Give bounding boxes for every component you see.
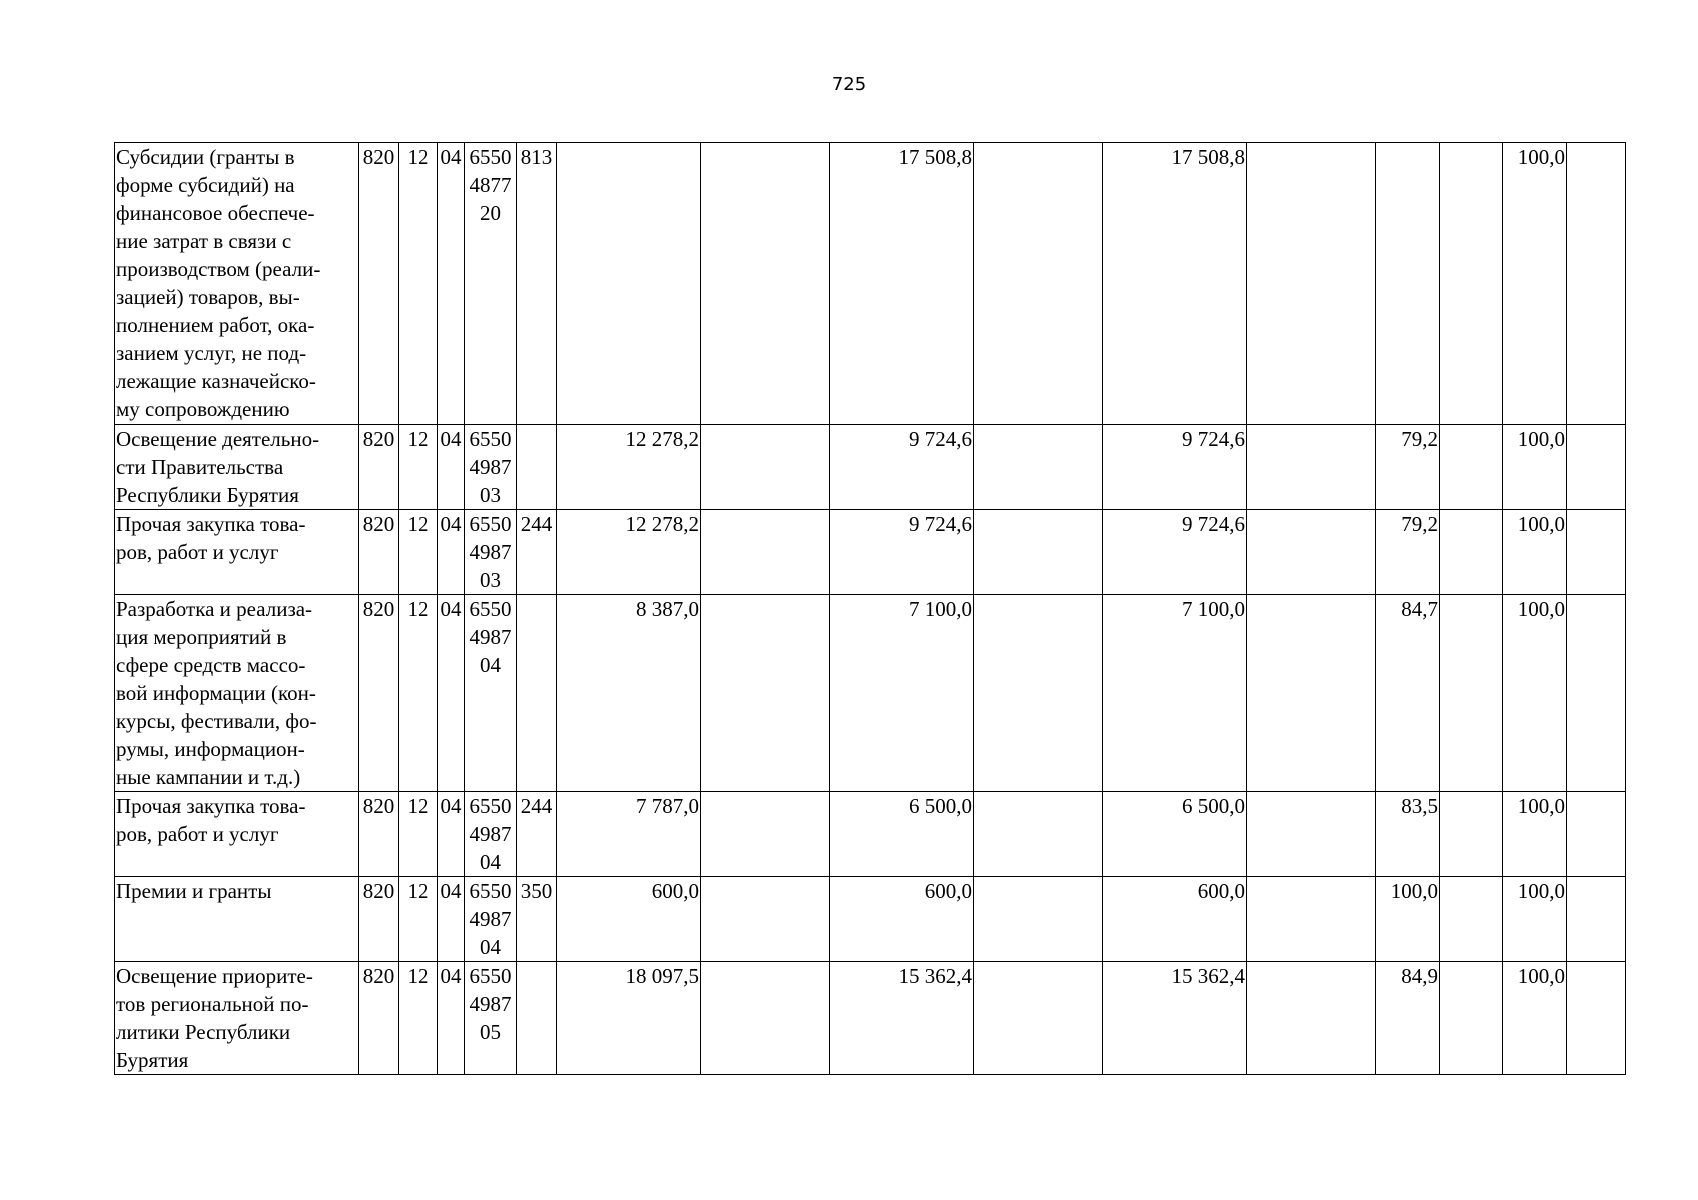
amount-cell: 12 278,2 (557, 510, 701, 595)
percent-cell: 100,0 (1503, 792, 1567, 877)
subsection-code-cell: 04 (438, 510, 465, 595)
table-row (115, 962, 1626, 1075)
ministry-code-cell: 820 (359, 792, 399, 877)
percent-cell (1440, 962, 1503, 1075)
item-name-cell: Прочая закупка това- ров, работ и услуг (115, 792, 359, 877)
amount-cell: 6 500,0 (1103, 792, 1247, 877)
amount-cell (1247, 143, 1376, 425)
subsection-code-cell: 04 (438, 595, 465, 792)
target-article-cell: 6550 4987 04 (465, 595, 517, 792)
amount-cell: 6 500,0 (830, 792, 974, 877)
percent-cell (1567, 143, 1626, 425)
expense-type-cell (517, 425, 557, 510)
amount-cell (974, 962, 1103, 1075)
target-article-cell: 6550 4987 04 (465, 792, 517, 877)
ministry-code-cell: 820 (359, 595, 399, 792)
amount-cell: 18 097,5 (557, 962, 701, 1075)
amount-cell (974, 595, 1103, 792)
amount-cell (1247, 792, 1376, 877)
percent-cell (1440, 143, 1503, 425)
target-article-cell: 6550 4987 05 (465, 962, 517, 1075)
percent-cell: 83,5 (1376, 792, 1440, 877)
amount-cell: 17 508,8 (830, 143, 974, 425)
percent-cell (1567, 962, 1626, 1075)
percent-cell (1567, 595, 1626, 792)
section-code-cell: 12 (399, 877, 438, 962)
expense-type-cell: 350 (517, 877, 557, 962)
item-name-cell: Освещение деятельно- сти Правительства Республики Бурятия (115, 425, 359, 510)
subsection-code-cell: 04 (438, 962, 465, 1075)
amount-cell (974, 877, 1103, 962)
target-article-cell: 6550 4987 04 (465, 877, 517, 962)
percent-cell (1567, 792, 1626, 877)
amount-cell: 600,0 (557, 877, 701, 962)
percent-cell: 100,0 (1376, 877, 1440, 962)
page-number: 725 (831, 74, 867, 95)
percent-cell (1440, 595, 1503, 792)
item-name-cell: Премии и гранты (115, 877, 359, 962)
percent-cell (1567, 877, 1626, 962)
percent-cell (1440, 792, 1503, 877)
section-code-cell: 12 (399, 143, 438, 425)
amount-cell: 7 100,0 (1103, 595, 1247, 792)
amount-cell (1247, 510, 1376, 595)
amount-cell (701, 877, 830, 962)
expense-type-cell: 244 (517, 510, 557, 595)
table-row (115, 792, 1626, 877)
amount-cell (974, 425, 1103, 510)
percent-cell (1440, 425, 1503, 510)
amount-cell: 9 724,6 (1103, 425, 1247, 510)
percent-cell (1376, 143, 1440, 425)
percent-cell (1440, 877, 1503, 962)
budget-table (114, 142, 1626, 1075)
section-code-cell: 12 (399, 595, 438, 792)
amount-cell (1247, 962, 1376, 1075)
item-name-cell: Прочая закупка това- ров, работ и услуг (115, 510, 359, 595)
section-code-cell: 12 (399, 962, 438, 1075)
amount-cell: 17 508,8 (1103, 143, 1247, 425)
amount-cell: 9 724,6 (830, 510, 974, 595)
amount-cell: 9 724,6 (1103, 510, 1247, 595)
table-row (115, 595, 1626, 792)
section-code-cell: 12 (399, 425, 438, 510)
ministry-code-cell: 820 (359, 425, 399, 510)
amount-cell: 15 362,4 (1103, 962, 1247, 1075)
section-code-cell: 12 (399, 792, 438, 877)
percent-cell: 79,2 (1376, 510, 1440, 595)
amount-cell (701, 510, 830, 595)
target-article-cell: 6550 4877 20 (465, 143, 517, 425)
percent-cell: 100,0 (1503, 425, 1567, 510)
percent-cell: 100,0 (1503, 962, 1567, 1075)
percent-cell: 100,0 (1503, 510, 1567, 595)
amount-cell (701, 962, 830, 1075)
amount-cell (974, 510, 1103, 595)
section-code-cell: 12 (399, 510, 438, 595)
amount-cell (974, 143, 1103, 425)
amount-cell: 9 724,6 (830, 425, 974, 510)
percent-cell: 79,2 (1376, 425, 1440, 510)
percent-cell (1440, 510, 1503, 595)
percent-cell: 84,9 (1376, 962, 1440, 1075)
expense-type-cell: 813 (517, 143, 557, 425)
subsection-code-cell: 04 (438, 877, 465, 962)
item-name-cell: Освещение приорите- тов региональной по- литики Республики Бурятия (115, 962, 359, 1075)
amount-cell: 600,0 (830, 877, 974, 962)
subsection-code-cell: 04 (438, 792, 465, 877)
table-row (115, 510, 1626, 595)
amount-cell: 600,0 (1103, 877, 1247, 962)
expense-type-cell (517, 595, 557, 792)
item-name-cell: Разработка и реализа- ция мероприятий в сфере средств массо- вой информации (кон- курсы, фестивали, фо- румы, информацион- ные кампании и т.д.) (115, 595, 359, 792)
percent-cell (1567, 425, 1626, 510)
percent-cell (1567, 510, 1626, 595)
amount-cell (701, 792, 830, 877)
amount-cell (701, 143, 830, 425)
amount-cell (701, 425, 830, 510)
table-row (115, 877, 1626, 962)
percent-cell: 84,7 (1376, 595, 1440, 792)
ministry-code-cell: 820 (359, 877, 399, 962)
amount-cell: 7 100,0 (830, 595, 974, 792)
percent-cell: 100,0 (1503, 143, 1567, 425)
ministry-code-cell: 820 (359, 962, 399, 1075)
target-article-cell: 6550 4987 03 (465, 425, 517, 510)
amount-cell: 15 362,4 (830, 962, 974, 1075)
amount-cell (1247, 595, 1376, 792)
target-article-cell: 6550 4987 03 (465, 510, 517, 595)
amount-cell (557, 143, 701, 425)
table-row (115, 425, 1626, 510)
ministry-code-cell: 820 (359, 510, 399, 595)
item-name-cell: Субсидии (гранты в форме субсидий) на финансовое обеспече- ние затрат в связи с производством (реали- зацией) товаров, вы- полнением работ, ока- занием услуг, не под- лежащие казначейско- му сопровождению (115, 143, 359, 425)
ministry-code-cell: 820 (359, 143, 399, 425)
amount-cell (1247, 877, 1376, 962)
expense-type-cell: 244 (517, 792, 557, 877)
subsection-code-cell: 04 (438, 143, 465, 425)
amount-cell: 8 387,0 (557, 595, 701, 792)
amount-cell (701, 595, 830, 792)
expense-type-cell (517, 962, 557, 1075)
amount-cell (974, 792, 1103, 877)
amount-cell (1247, 425, 1376, 510)
percent-cell: 100,0 (1503, 877, 1567, 962)
amount-cell: 12 278,2 (557, 425, 701, 510)
percent-cell: 100,0 (1503, 595, 1567, 792)
table-row (115, 143, 1626, 425)
subsection-code-cell: 04 (438, 425, 465, 510)
amount-cell: 7 787,0 (557, 792, 701, 877)
